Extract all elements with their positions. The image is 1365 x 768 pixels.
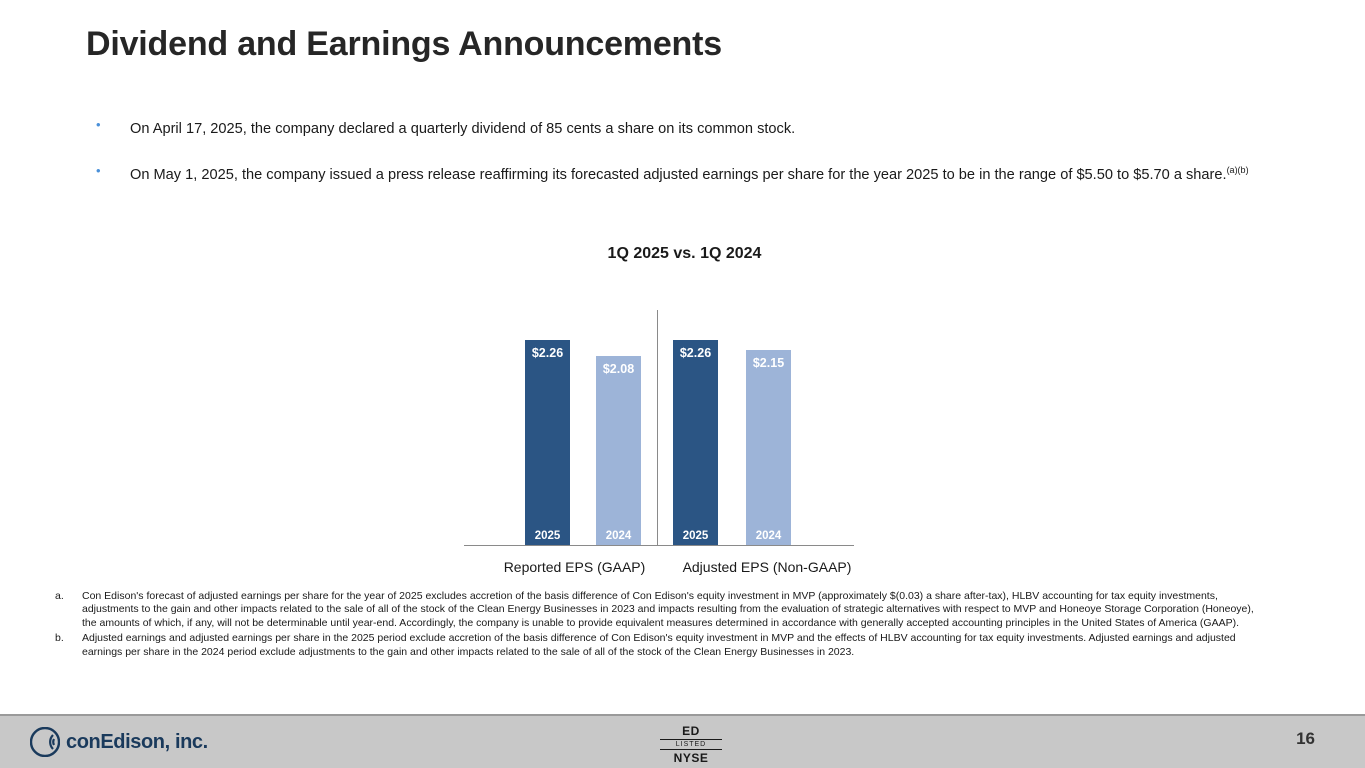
chart-category-label: Reported EPS (GAAP)	[503, 559, 646, 575]
nyse-listed-badge	[660, 724, 722, 765]
conedison-mark-icon	[30, 727, 60, 757]
bullet-text: On May 1, 2025, the company issued a press release reaffirming its forecasted adjusted earnings per share for the year 2025 to be in the range of $5.50 to $5.70 a share.$^{(a)(b)}$	[130, 164, 1249, 183]
divider	[660, 749, 722, 750]
chart-title: 1Q 2025 vs. 1Q 2024	[607, 245, 762, 262]
chart-plot-area	[462, 281, 862, 546]
bar-year-label: 2025	[682, 530, 709, 542]
chart-center-divider	[657, 310, 658, 546]
conedison-logo-text: conEdison, inc.	[66, 730, 208, 753]
nyse-exchange-label: NYSE	[673, 751, 709, 765]
bar-value-label: $2.08	[602, 362, 635, 376]
table-row	[746, 350, 791, 545]
footnote-ref: (a)(b)	[1226, 164, 1249, 175]
slide-footer	[0, 714, 1365, 768]
table-row	[673, 340, 718, 545]
bar-value-label: $2.26	[531, 346, 564, 360]
page-number: 16	[1296, 729, 1315, 748]
eps-bar-chart	[0, 245, 1365, 576]
footnote-marker: b.	[55, 632, 64, 645]
chart-category-label: Adjusted EPS (Non-GAAP)	[682, 559, 852, 575]
table-row	[525, 340, 570, 545]
bar-year-label: 2025	[534, 530, 561, 542]
footnote-text: Con Edison's forecast of adjusted earnings per share for the year of 2025 excludes accretion of the basis difference of Con Edison's equity investment in MVP (approximately $(0.03) a share after-tax), HLBV accounting for tax equity investments, adjustments to the gain and other impacts related to the sale of all of the stock of the Clean Energy Businesses in 2023 and impacts resulting from the evaluation of strategic alternatives with respect to MVP and Honeoye Storage Corporation (Honeoye), the amounts of which, if any, will not be determinable until year-end. Accordingly, the company is unable to provide equivalent measures determined in accordance with generally accepted accounting principles in the United States of America (GAAP).	[82, 590, 1254, 629]
conedison-logo	[30, 727, 208, 757]
bar-year-label: 2024	[605, 530, 632, 542]
chart-category-labels	[462, 546, 862, 576]
list-item	[86, 161, 1266, 185]
bullet-list	[86, 115, 1266, 207]
footnote-marker: a.	[55, 590, 64, 602]
bar-value-label: $2.15	[752, 356, 785, 370]
list-item	[86, 115, 1266, 139]
footnote-item	[55, 590, 1255, 630]
bullet-text: On April 17, 2025, the company declared a quarterly dividend of 85 cents a share on its common stock.	[130, 120, 796, 137]
table-row	[596, 356, 641, 545]
bar-year-label: 2024	[755, 530, 782, 542]
bar-value-label: $2.26	[679, 346, 712, 360]
nyse-ticker: ED	[682, 724, 700, 738]
bullet-icon: •	[96, 162, 101, 178]
footnote-text: Adjusted earnings and adjusted earnings per share in the 2025 period exclude accretion of the basis difference of Con Edison's equity investment in MVP and the effects of HLBV accounting for tax equity investments. Adjusted earnings and adjusted earnings per share in the 2024 period exclude adjustments to the gain and other impacts related to the sale of all of the stock of the Clean Energy Businesses in 2023.	[82, 632, 1236, 658]
bullet-icon: •	[96, 117, 101, 132]
page-title: Dividend and Earnings Announcements	[86, 25, 722, 63]
footnotes	[55, 590, 1255, 661]
nyse-listed-label: LISTED	[675, 741, 707, 748]
divider	[660, 739, 722, 740]
footnote-item	[55, 632, 1255, 659]
